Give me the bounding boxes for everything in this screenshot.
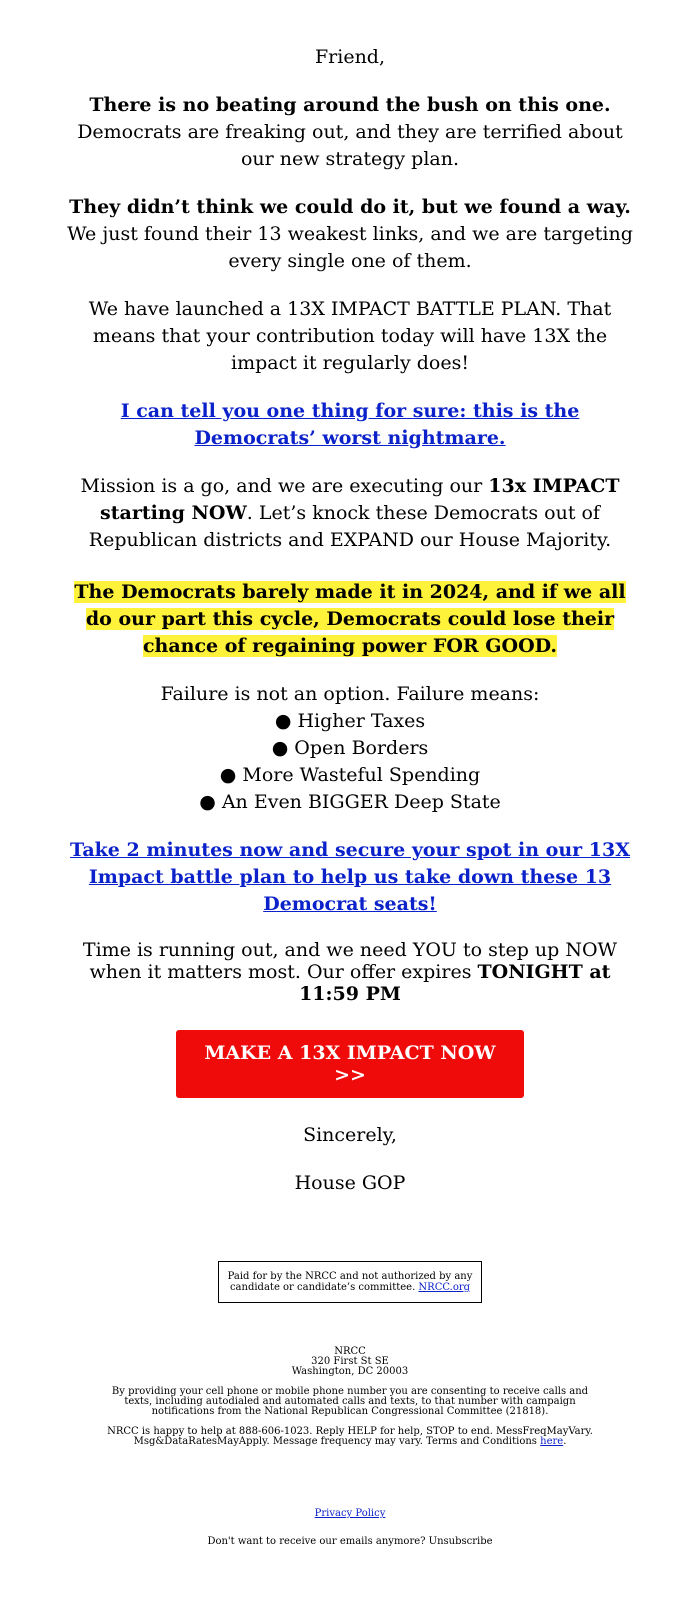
failure-intro: Failure is not an option. Failure means:: [160, 683, 540, 705]
intro-text: Democrats are freaking out, and they are terrified about our new strategy plan.: [77, 121, 623, 170]
signature: House GOP: [294, 1172, 406, 1194]
mission-pre: Mission is a go, and we are executing our: [80, 475, 489, 497]
paragraph-link-nightmare: [60, 398, 640, 452]
highlight-text: The Democrats barely made it in 2024, and if we all do our part this cycle, Democrats could lose their chance of regaining power FOR GOOD.: [74, 581, 626, 657]
secure-spot-link[interactable]: Take 2 minutes now and secure your spot in our 13X Impact battle plan to help us take down these 13 Democrat seats!: [70, 839, 630, 915]
paragraph-mission: [60, 473, 640, 554]
time-text: Time is running out, and we need YOU to step up NOW when it matters most. Our offer expires: [82, 939, 618, 983]
footer-help: [100, 1427, 600, 1447]
mission-bold: 13x IMPACT starting NOW: [100, 475, 620, 524]
paragraph-found-way: [60, 194, 640, 275]
list-item: ● An Even BIGGER Deep State: [199, 791, 501, 813]
cta-container: [60, 1030, 640, 1098]
privacy-row: [0, 1509, 700, 1519]
help-text: NRCC is happy to help at 888-606-1023. Reply HELP for help, STOP to end. MessFreqMayVary. Msg&DataRatesMayApply. Message frequency may vary. Terms and Conditions: [107, 1426, 593, 1447]
footer-street: 320 First St SE: [311, 1356, 389, 1367]
email-body: [60, 0, 640, 1197]
nrcc-org-link[interactable]: NRCC.org: [418, 1282, 471, 1293]
footer-consent: By providing your cell phone or mobile phone number you are consenting to receive calls and texts, including autodialed and automated calls and texts, to that number with campaign notifications from the National Republican Congressional Committee (21818).: [111, 1386, 589, 1417]
failure-list: [60, 708, 640, 816]
paragraph-time-running-out: [60, 939, 640, 1005]
privacy-policy-link[interactable]: Privacy Policy: [314, 1508, 386, 1519]
mission-post: . Let’s knock these Democrats out of Republican districts and EXPAND our House Majority.: [88, 502, 612, 551]
help-end: .: [563, 1436, 567, 1447]
nightmare-link[interactable]: I can tell you one thing for sure: this is the Democrats’ worst nightmare.: [120, 400, 580, 449]
time-bold: TONIGHT at 11:59 PM: [299, 961, 611, 1005]
list-item: ● More Wasteful Spending: [219, 764, 481, 786]
make-impact-button[interactable]: MAKE A 13X IMPACT NOW >>: [176, 1030, 524, 1098]
paragraph-link-secure-spot: [60, 837, 640, 918]
list-item: ● Higher Taxes: [274, 710, 426, 732]
found-way-bold: They didn’t think we could do it, but we found a way.: [69, 196, 631, 218]
paid-for-disclaimer: [218, 1261, 482, 1303]
paragraph-highlight: [60, 579, 640, 660]
intro-bold: There is no beating around the bush on this one.: [89, 94, 611, 116]
footer: [100, 1347, 600, 1447]
footer-org: NRCC: [334, 1346, 366, 1357]
paragraph-intro: [60, 92, 640, 173]
signoff: Sincerely,: [303, 1124, 397, 1146]
greeting: Friend,: [314, 46, 386, 68]
disclaimer-text: Paid for by the NRCC and not authorized by any candidate or candidate’s committee.: [227, 1271, 473, 1293]
found-way-text: We just found their 13 weakest links, and we are targeting every single one of them.: [67, 223, 633, 272]
unsubscribe-text[interactable]: Don't want to receive our emails anymore? Unsubscribe: [207, 1536, 493, 1547]
footer-city: Washington, DC 20003: [291, 1366, 409, 1377]
terms-link[interactable]: here: [540, 1436, 564, 1447]
paragraph-battle-plan: We have launched a 13X IMPACT BATTLE PLAN. That means that your contribution today will have 13X the impact it regularly does!: [88, 298, 612, 374]
list-item: ● Open Borders: [271, 737, 429, 759]
